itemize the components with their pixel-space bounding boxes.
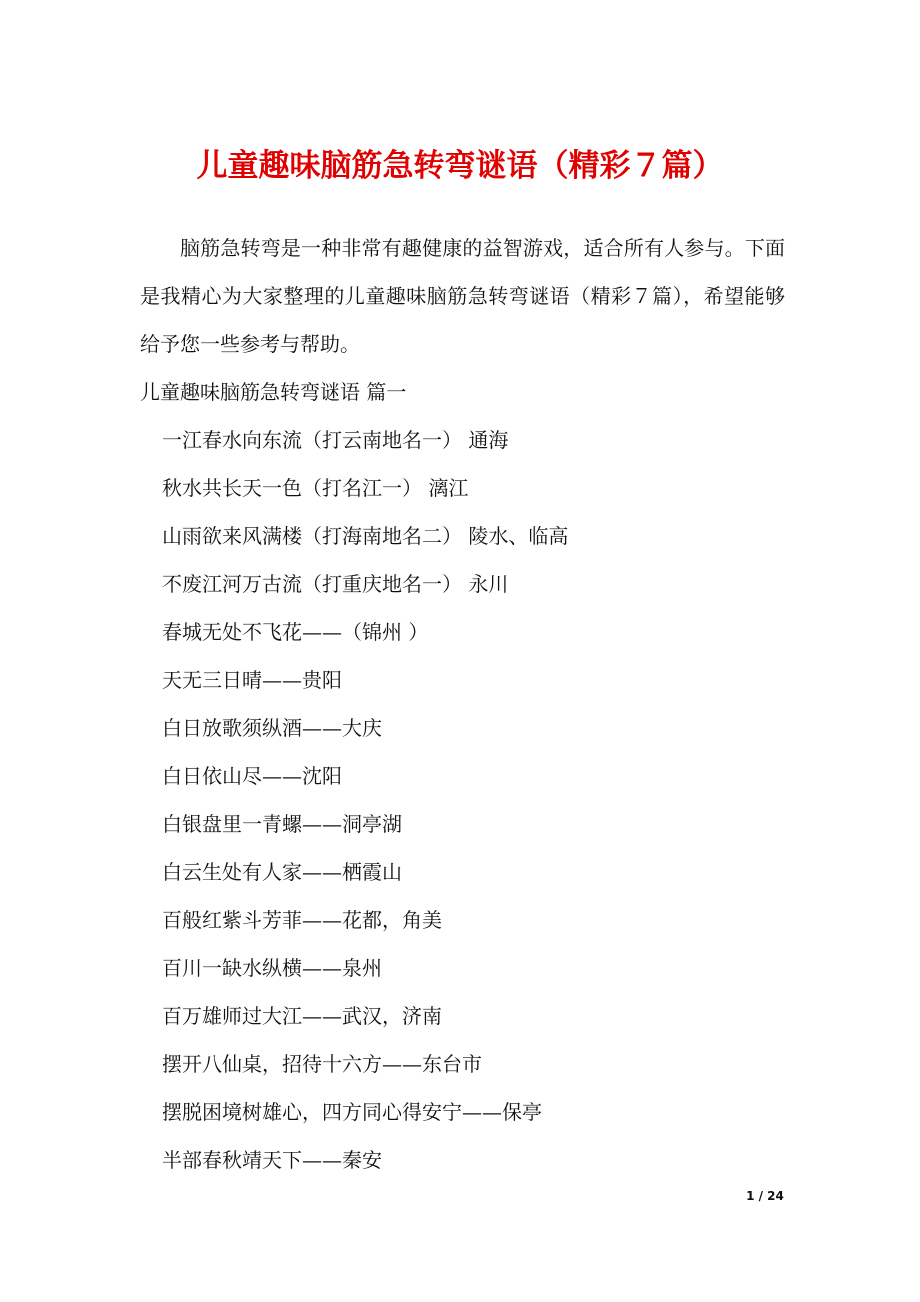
riddle-line: 一江春水向东流（打云南地名一） 通海 [162,428,509,452]
riddle-line: 白日依山尽——沈阳 [162,764,342,788]
riddle-line: 百川一缺水纵横——泉州 [162,956,382,980]
riddle-line: 白银盘里一青螺——洞亭湖 [162,812,402,836]
page-number: 1 / 24 [746,1189,784,1203]
riddle-line: 摆开八仙桌，招待十六方——东台市 [162,1052,482,1076]
riddle-line: 山雨欲来风满楼（打海南地名二） 陵水、临高 [162,524,569,548]
riddle-line: 摆脱困境树雄心，四方同心得安宁——保亭 [162,1100,542,1124]
riddle-line: 天无三日晴——贵阳 [162,668,342,692]
riddle-line: 百般红紫斗芳菲——花都，角美 [162,908,442,932]
riddle-line: 半部春秋靖天下——秦安 [162,1148,382,1172]
riddle-line: 白云生处有人家——栖霞山 [162,860,402,884]
document-title: 儿童趣味脑筋急转弯谜语（精彩７篇） [196,148,724,184]
riddle-line: 不废江河万古流（打重庆地名一） 永川 [162,572,509,596]
section-heading: 儿童趣味脑筋急转弯谜语 篇一 [140,380,407,404]
intro-paragraph: 脑筋急转弯是一种非常有趣健康的益智游戏，适合所有人参与。下面是我精心为大家整理的儿童趣味脑筋急转弯谜语（精彩７篇），希望能够给予您一些参考与帮助。 [140,236,785,356]
riddle-line: 春城无处不飞花——（锦州 ） [162,620,429,644]
riddle-line: 白日放歌须纵酒——大庆 [162,716,382,740]
riddle-line: 秋水共长天一色（打名江一） 漓江 [162,476,469,500]
riddle-line: 百万雄师过大江——武汉，济南 [162,1004,442,1028]
riddle-list [140,416,785,1184]
